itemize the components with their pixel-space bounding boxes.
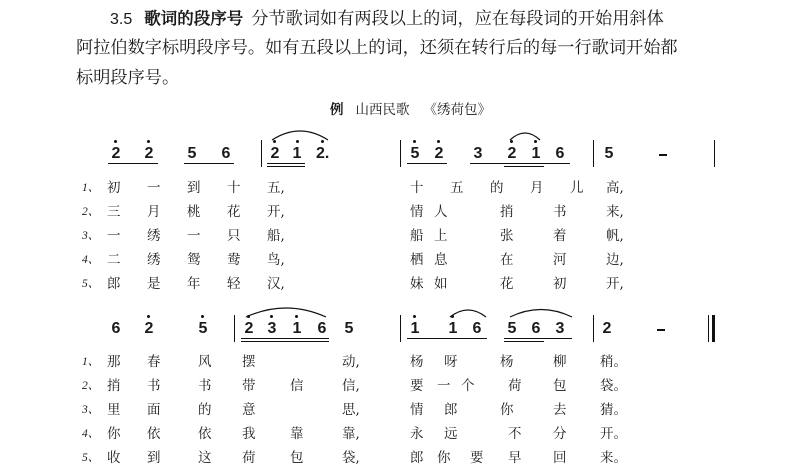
- note: 2: [507, 145, 517, 162]
- lyric-char: 郎: [444, 402, 458, 418]
- lyric-char: 在: [500, 252, 514, 268]
- lyric-char: 面: [147, 402, 161, 418]
- lyric-char: 月: [147, 204, 161, 220]
- eighth-beam: [528, 163, 570, 164]
- lyric-char: 帆,: [606, 228, 624, 244]
- lyric-char: 柳: [553, 354, 567, 370]
- lyric-char: 妹: [410, 276, 424, 292]
- note: 2: [244, 320, 254, 337]
- lyric-char: 我: [242, 426, 256, 442]
- verse-number: 2、: [82, 380, 100, 392]
- lyric-char: 要: [410, 378, 424, 394]
- lyric-char: 摆: [242, 354, 256, 370]
- lyric-char: 河: [553, 252, 567, 268]
- lyric-char: 包: [290, 450, 304, 466]
- lyric-char: 情: [410, 402, 424, 418]
- verse-number: 3、: [82, 404, 100, 416]
- lyric-char: 依: [198, 426, 212, 442]
- lyric-char: 初: [553, 276, 567, 292]
- lyric-char: 花: [500, 276, 514, 292]
- lyric-char: 捎: [500, 204, 514, 220]
- note: 1: [410, 320, 420, 337]
- paragraph-line-1: [110, 4, 664, 35]
- lyric-char: 息: [434, 252, 448, 268]
- lyric-char: 栖: [410, 252, 424, 268]
- lyric-char: 五,: [267, 180, 285, 196]
- note: 2: [111, 145, 121, 162]
- sixteenth-beam: [504, 166, 544, 167]
- lyric-char: 你: [107, 426, 121, 442]
- lyric-char: 鸯: [227, 252, 241, 268]
- lyric-char: 书: [147, 378, 161, 394]
- lyric-char: 回: [553, 450, 567, 466]
- lyric-char: 一: [187, 228, 201, 244]
- barline: [400, 315, 401, 342]
- lyric-char: 情: [410, 204, 424, 220]
- lyric-char: 杨: [410, 354, 424, 370]
- note: 6: [472, 320, 482, 337]
- lyric-char: 杨: [500, 354, 514, 370]
- lyric-char: 个: [461, 378, 475, 394]
- lyric-char: 到: [187, 180, 201, 196]
- note: 6: [111, 320, 121, 337]
- note: 6: [317, 320, 327, 337]
- dash-extension: [657, 329, 665, 331]
- lyric-char: 要: [470, 450, 484, 466]
- lyric-char: 三: [107, 204, 121, 220]
- example-song-title: 《绣荷包》: [423, 102, 491, 118]
- lyric-char: 书: [553, 204, 567, 220]
- sixteenth-beam: [504, 341, 544, 342]
- verse-number: 3、: [82, 230, 100, 242]
- note: 5: [604, 145, 614, 162]
- lyric-char: 开,: [606, 276, 624, 292]
- note: 3: [473, 145, 483, 162]
- barline: [714, 140, 715, 167]
- verse-number: 1、: [82, 182, 100, 194]
- lyric-char: 的: [198, 402, 212, 418]
- lyric-char: 里: [107, 402, 121, 418]
- lyric-char: 来。: [600, 450, 627, 466]
- note: 5: [198, 320, 208, 337]
- note: 5: [344, 320, 354, 337]
- lyric-char: 鸳: [187, 252, 201, 268]
- note: 1: [292, 145, 302, 162]
- section-number: 3.5: [110, 11, 133, 28]
- lyric-char: 汉,: [267, 276, 285, 292]
- barline: [593, 315, 594, 342]
- lyric-char: 春: [147, 354, 161, 370]
- verse-number: 4、: [82, 254, 100, 266]
- lyric-char: 不: [508, 426, 522, 442]
- verse-number: 5、: [82, 278, 100, 290]
- lyric-char: 人: [434, 204, 448, 220]
- dash-extension: [659, 154, 667, 156]
- sixteenth-beam: [267, 166, 305, 167]
- lyric-char: 一: [147, 180, 161, 196]
- eighth-beam: [407, 338, 487, 339]
- note: 3: [555, 320, 565, 337]
- note: 5: [507, 320, 517, 337]
- lyric-char: 绣: [147, 252, 161, 268]
- lyric-char: 来,: [606, 204, 624, 220]
- slur: [448, 307, 488, 319]
- lyric-char: 呀: [444, 354, 458, 370]
- lyric-char: 猜。: [600, 402, 627, 418]
- lyric-char: 远: [444, 426, 458, 442]
- slur: [508, 130, 542, 142]
- verse-number: 4、: [82, 428, 100, 440]
- note: 6: [531, 320, 541, 337]
- lyric-char: 是: [147, 276, 161, 292]
- eighth-beam: [241, 338, 329, 339]
- example-source: 山西民歌: [355, 102, 410, 118]
- lyric-char: 书: [198, 378, 212, 394]
- lyric-char: 到: [147, 450, 161, 466]
- lyric-char: 月: [530, 180, 544, 196]
- lyric-char: 十: [227, 180, 241, 196]
- lyric-char: 二: [107, 252, 121, 268]
- paragraph-line-2: 阿拉伯数字标明段序号。如有五段以上的词，还须在转行后的每一行歌词开始都: [76, 38, 678, 58]
- eighth-beam: [504, 338, 572, 339]
- lyric-char: 带: [242, 378, 256, 394]
- barline: [400, 140, 401, 167]
- note: 1: [292, 320, 302, 337]
- lyric-char: 早: [508, 450, 522, 466]
- lyric-char: 开。: [600, 426, 627, 442]
- lyric-char: 边,: [606, 252, 624, 268]
- final-barline-thin: [708, 315, 709, 342]
- eighth-beam: [184, 163, 234, 164]
- note: 5: [187, 145, 197, 162]
- lyric-char: 风: [198, 354, 212, 370]
- octave-dot: [413, 140, 416, 143]
- lyric-char: 开,: [267, 204, 285, 220]
- lyric-char: 荷: [242, 450, 256, 466]
- lyric-char: 鸟,: [267, 252, 285, 268]
- paragraph-text-1: 分节歌词如有两段以上的词，应在每段词的开始用斜体: [251, 9, 664, 29]
- slur: [270, 128, 330, 142]
- lyric-char: 绣: [147, 228, 161, 244]
- example-label: 例: [330, 102, 344, 118]
- lyric-char: 郎: [410, 450, 424, 466]
- lyric-char: 年: [187, 276, 201, 292]
- note: 2: [434, 145, 444, 162]
- lyric-char: 郎: [107, 276, 121, 292]
- lyric-char: 永: [410, 426, 424, 442]
- lyric-char: 花: [227, 204, 241, 220]
- octave-dot: [114, 140, 117, 143]
- lyric-char: 包: [553, 378, 567, 394]
- lyric-char: 那: [107, 354, 121, 370]
- lyric-char: 一: [107, 228, 121, 244]
- lyric-char: 儿: [570, 180, 584, 196]
- lyric-char: 一: [437, 378, 451, 394]
- octave-dot: [201, 315, 204, 318]
- lyric-char: 去: [553, 402, 567, 418]
- lyric-char: 捎: [107, 378, 121, 394]
- lyric-char: 这: [198, 450, 212, 466]
- verse-number: 5、: [82, 452, 100, 464]
- lyric-char: 分: [553, 426, 567, 442]
- final-barline-thick: [712, 315, 715, 342]
- lyric-char: 桃: [187, 204, 201, 220]
- lyric-char: 稍。: [600, 354, 627, 370]
- lyric-char: 五: [450, 180, 464, 196]
- barline: [261, 140, 262, 167]
- lyric-char: 十: [410, 180, 424, 196]
- lyric-char: 袋,: [342, 450, 360, 466]
- lyric-char: 收: [107, 450, 121, 466]
- lyric-char: 如: [434, 276, 448, 292]
- note: 2.: [316, 145, 330, 162]
- lyric-char: 只: [227, 228, 241, 244]
- lyric-char: 荷: [508, 378, 522, 394]
- barline: [593, 140, 594, 167]
- lyric-char: 船,: [267, 228, 285, 244]
- verse-number: 2、: [82, 206, 100, 218]
- note: 6: [555, 145, 565, 162]
- verse-number: 1、: [82, 356, 100, 368]
- note: 1: [448, 320, 458, 337]
- slur: [508, 307, 574, 319]
- note: 2: [144, 320, 154, 337]
- lyric-char: 上: [434, 228, 448, 244]
- octave-dot: [437, 140, 440, 143]
- note: 3: [267, 320, 277, 337]
- lyric-char: 的: [490, 180, 504, 196]
- lyric-char: 动,: [342, 354, 360, 370]
- octave-dot: [147, 315, 150, 318]
- lyric-char: 意: [242, 402, 256, 418]
- note: 2: [602, 320, 612, 337]
- eighth-beam: [407, 163, 447, 164]
- eighth-beam: [267, 163, 305, 164]
- lyric-char: 依: [147, 426, 161, 442]
- lyric-char: 靠: [290, 426, 304, 442]
- note: 5: [410, 145, 420, 162]
- lyric-char: 张: [500, 228, 514, 244]
- note: 2: [270, 145, 280, 162]
- lyric-char: 袋。: [600, 378, 627, 394]
- paragraph-line-3: 标明段序号。: [76, 68, 180, 88]
- lyric-char: 轻: [227, 276, 241, 292]
- lyric-char: 思,: [342, 402, 360, 418]
- eighth-beam: [108, 163, 158, 164]
- note: 6: [221, 145, 231, 162]
- lyric-char: 初: [107, 180, 121, 196]
- octave-dot: [147, 140, 150, 143]
- lyric-char: 你: [437, 450, 451, 466]
- lyric-char: 你: [500, 402, 514, 418]
- lyric-char: 靠,: [342, 426, 360, 442]
- sixteenth-beam: [241, 341, 329, 342]
- octave-dot: [413, 315, 416, 318]
- barline: [234, 315, 235, 342]
- section-title: 歌词的段序号: [144, 9, 244, 28]
- note: 2: [144, 145, 154, 162]
- lyric-char: 船: [410, 228, 424, 244]
- lyric-char: 信: [290, 378, 304, 394]
- note: 1: [531, 145, 541, 162]
- slur: [244, 305, 328, 319]
- lyric-char: 着: [553, 228, 567, 244]
- lyric-char: 高,: [606, 180, 624, 196]
- lyric-char: 信,: [342, 378, 360, 394]
- example-caption: [330, 98, 491, 118]
